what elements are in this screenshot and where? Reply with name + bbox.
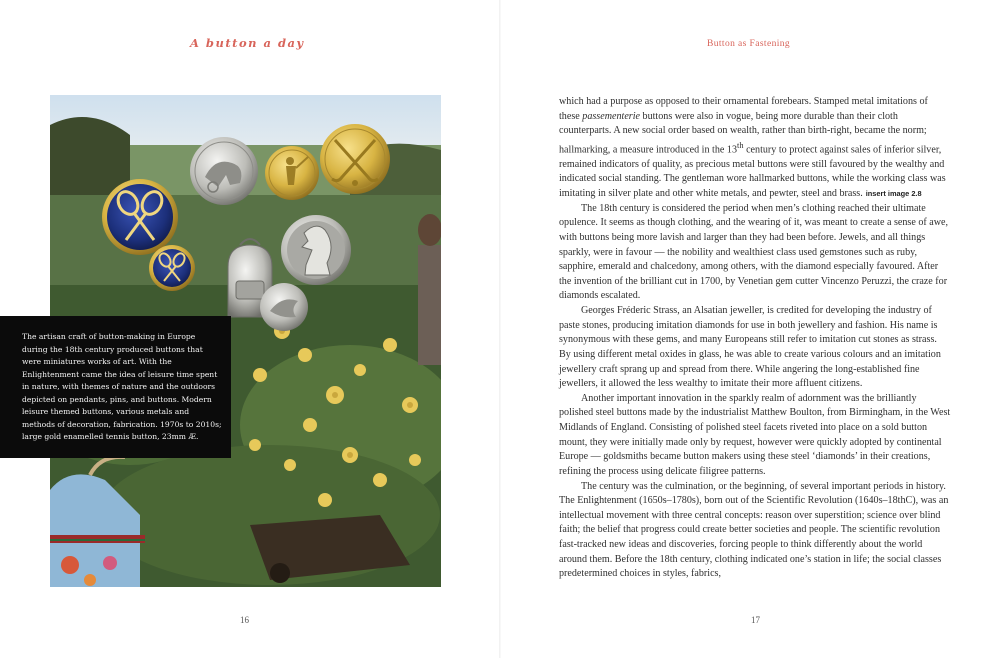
page-gutter [499,0,501,658]
person-sweater [418,245,441,365]
golfer-button [265,146,319,200]
hockey-sticks-button [320,124,390,194]
knight-chess-button [281,215,351,285]
tennis-button-large [102,179,178,255]
page-number-right: 17 [751,615,760,625]
running-head-left: A button a day [190,36,305,50]
caption-box [0,316,231,458]
bird-button [260,283,308,331]
tennis-button-small [149,245,195,291]
paragraph-1: which had a purpose as opposed to their ornamental forebears. Stamped metal imitations of these passementerie buttons were also in vogue, being more durable than their cloth counterparts. A new social order based on wealth, rather than birth-right, became the norm; hallmarking, a measure introduced in the 13th century to protect against sales of inferior silver, remained indicators of quality, as precious metal buttons were still favoured by the wealthy and indicated social standing. The gentleman wore hallmarked buttons, while the working class was imitating in silver plate and other white metals, and pewter, steel and brass. insert image 2.8 [559,96,946,200]
page-number-left: 16 [240,615,249,625]
paragraph-2: The 18th century is considered the period when men’s clothing reached their ultimate opulence. It seems as though clothing, and the wearing of it, was meant to create a sense of awe, with buttons being more lavish and larger than they had been before. Jewels, and all things sparkly, were in favour — the nobility and wealthiest class used gemstones such as ruby, sapphire, emerald and chalcedony, among others, with the diamond especially favoured. After the invention of the brilliant cut in 1700, by Venetian gem cutter Vincenzo Peruzzi, the craze for diamonds escalated. [559,202,949,302]
paragraph-4: Another important innovation in the sparkly realm of adornment was the brilliantly polished steel buttons made by the industrialist Matthew Boulton, from Birmingham, in the West Midlands of England. Consisting of polished steel facets riveted into place on a sold button mount, they were initially made only by request, however were quickly adopted by continental Europe — goldsmiths became button makers using these steel ‘diamonds’ in their creations, refining the process using delicate filigree patterns. [559,392,951,477]
paragraph-5: The century was the culmination, or the beginning, of several important periods in history. The Enlightenment (1650s–1780s), born out of the Scientific Revolution (1640s–18thC), was an intellectual movement with three central concepts: reason over superstition; science over blind faith; the belief that progress could create better societies and people. The scientific revolution fast-tracked new ideas and discoveries, forcing people to think differently about the world around them. Before the 18th century, clothing indicated one’s station in life; the social classes predetermined choices in styles, fabrics, [559,480,949,580]
horse-chariot-button [190,137,258,205]
body-text-column [559,95,951,582]
caption-text: The artisan craft of button-making in Europe during the 18th century produced buttons that were miniatures works of art. With the Enlightenment came the idea of leisure time spent in nature, with themes of nature and the outdoors depicted on pendants, pins, and buttons. Modern leisure themed buttons, various metals and methods of decoration, fabrication. 1970s to 2010s; large gold enamelled tennis button, 23mm Æ. [22,332,222,441]
running-head-right: Button as Fastening [707,39,791,49]
paragraph-3: Georges Fréderic Strass, an Alsatian jeweller, is credited for developing the industry of paste stones, producing imitation diamonds for use in both jewellery and fashion. His name is synonymous with these gems, and many Europeans still refer to imitation cut stones as strass. By using different metal oxides in glass, he was able to create various colours and an imitation jewellery craft sprang up and spread from there. While angering the long-established fine jewellers, it allowed the less wealthy to imitate their more affluent citizens. [559,305,941,390]
insert-image-marker: insert image 2.8 [865,189,922,199]
